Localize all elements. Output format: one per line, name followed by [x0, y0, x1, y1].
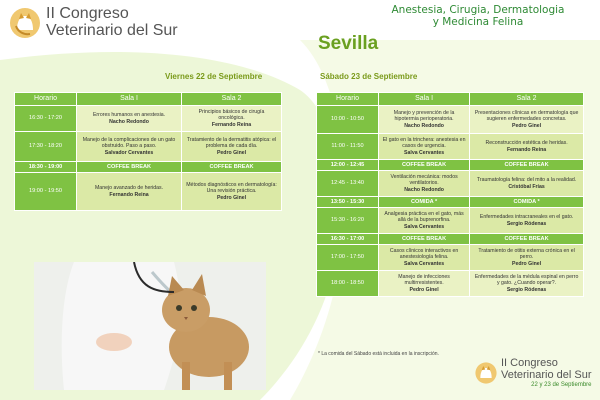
subtitle-line-1: Anestesia, Cirugia, Dermatologia: [391, 4, 565, 16]
time-slot: 16:30 - 17:00: [317, 234, 379, 245]
room-2-session: [470, 271, 584, 297]
room-2-session: [470, 134, 584, 160]
time-slot: 18:00 - 18:50: [317, 271, 379, 297]
session-title: Métodos diagnósticos en dermatología: Una revisión práctica.: [186, 182, 277, 195]
session-row: [317, 106, 584, 134]
session-row: [15, 106, 282, 132]
session-row: [15, 132, 282, 162]
saturday-schedule-table: [316, 92, 584, 297]
room-1-session: [77, 173, 182, 211]
logo-line-2: Veterinario del Sur: [501, 368, 592, 381]
logo-dates: 22 y 23 de Septiembre: [531, 382, 592, 389]
saturday-title: Sábado 23 de Septiembre: [320, 72, 418, 81]
time-slot: 12:45 - 13:40: [317, 171, 379, 197]
session-title: Tratamiento de la dermatitis atópica: el problema de cada día.: [186, 137, 277, 150]
session-title: Casos clínicos interactivos en anestesiología felina.: [389, 248, 459, 261]
header-room-1: Sala I: [379, 93, 470, 106]
room-2-session: [182, 132, 282, 162]
break-row: [15, 162, 282, 173]
cat-dog-logo-icon: [474, 361, 498, 385]
session-speaker: Fernando Reina: [211, 121, 252, 128]
session-title: COFFEE BREAK: [402, 235, 447, 242]
session-speaker: Salva Cervantes: [404, 149, 445, 156]
session-title: Principios básicos de cirugía oncológica.: [198, 109, 265, 122]
session-speaker: Pedro Ginel: [216, 149, 247, 156]
header-room-1: Sala I: [77, 93, 182, 106]
session-speaker: Pedro Ginel: [512, 122, 542, 129]
time-slot: 12:00 - 12:45: [317, 160, 379, 171]
friday-title: Viernes 22 de Septiembre: [165, 72, 263, 81]
congress-logo-bottom: [474, 358, 592, 388]
room-1-session: [77, 106, 182, 132]
subtitle-line-2: y Medicina Felina: [432, 16, 524, 29]
session-speaker: Salva Cervantes: [404, 260, 445, 267]
room-2-session: [470, 197, 584, 208]
session-speaker: Fernando Reina: [109, 191, 149, 198]
friday-schedule-table: [14, 92, 282, 211]
session-title: COFFEE BREAK: [209, 163, 254, 170]
header-time: Horario: [15, 93, 77, 106]
lunch-note: * La comida del Sábado está incluida en la inscripción.: [318, 351, 439, 357]
room-2-session: [470, 171, 584, 197]
session-row: [317, 271, 584, 297]
session-title: Analgesia práctica en el gato, más allá de la buprenorfina.: [384, 211, 464, 224]
session-title: Traumatología felina: del mito a la realidad.: [476, 177, 577, 184]
saturday-rows: [317, 106, 584, 297]
time-slot: 18:30 - 19:00: [15, 162, 77, 173]
room-2-session: [470, 234, 584, 245]
room-1-session: [379, 197, 470, 208]
room-2-session: [470, 245, 584, 271]
break-row: [317, 197, 584, 208]
time-slot: 17:00 - 17:50: [317, 245, 379, 271]
room-1-session: [379, 134, 470, 160]
room-1-session: [77, 132, 182, 162]
session-title: Manejo y prevención de la hipotermia perioperatoria.: [393, 110, 455, 123]
session-speaker: Sergio Ródenas: [506, 286, 547, 293]
session-row: [15, 173, 282, 211]
logo-line-1: II Congreso: [501, 357, 558, 369]
room-2-session: [182, 162, 282, 173]
room-2-session: [470, 160, 584, 171]
session-speaker: Nacho Redondo: [404, 122, 444, 129]
city-title: Sevilla: [318, 33, 379, 54]
break-row: [317, 234, 584, 245]
session-title: COFFEE BREAK: [106, 163, 152, 170]
cat-dog-logo-icon: [8, 6, 42, 40]
session-title: Presentaciones clínicas en dermatología que sugieren enfermedades concretas.: [474, 110, 579, 123]
break-row: [317, 160, 584, 171]
session-title: COFFEE BREAK: [504, 161, 549, 168]
friday-rows: [15, 106, 282, 211]
vet-cat-photo: [34, 262, 266, 390]
session-speaker: Fernando Reina: [506, 146, 547, 153]
time-slot: 19:00 - 19:50: [15, 173, 77, 211]
header-room-2: Sala 2: [470, 93, 584, 106]
room-1-session: [379, 245, 470, 271]
session-title: Errores humanos en anestesia.: [92, 112, 166, 119]
room-2-session: [182, 106, 282, 132]
room-1-session: [379, 171, 470, 197]
session-title: Ventilación mecánica: modos ventilatorios.: [390, 174, 458, 187]
session-speaker: Pedro Ginel: [409, 286, 439, 293]
session-row: [317, 134, 584, 160]
session-speaker: Cristóbal Frías: [508, 183, 545, 190]
room-1-session: [379, 234, 470, 245]
time-slot: 11:00 - 11:50: [317, 134, 379, 160]
time-slot: 17:30 - 18:20: [15, 132, 77, 162]
room-2-session: [182, 173, 282, 211]
session-speaker: Sergio Ródenas: [506, 220, 547, 227]
session-row: [317, 208, 584, 234]
session-speaker: Salvador Cervantes: [104, 149, 154, 156]
room-1-session: [77, 162, 182, 173]
session-title: COFFEE BREAK: [402, 161, 447, 168]
session-row: [317, 171, 584, 197]
session-title: El gato en la trinchera: anestesia en casos de urgencia.: [382, 137, 466, 150]
session-title: Enfermedades intracraneales en el gato.: [479, 214, 574, 221]
logo-line-1: II Congreso: [46, 5, 129, 23]
time-slot: 16:30 - 17:20: [15, 106, 77, 132]
cat-illustration: [34, 262, 266, 390]
session-speaker: Pedro Ginel: [512, 260, 542, 267]
session-title: COMIDA *: [513, 198, 540, 205]
session-title: Manejo de infecciones multirresistentes.: [398, 274, 450, 287]
logo-line-2: Veterinario del Sur: [46, 22, 178, 39]
time-slot: 10:00 - 10:50: [317, 106, 379, 134]
session-speaker: Salva Cervantes: [404, 223, 445, 230]
room-1-session: [379, 208, 470, 234]
session-title: COFFEE BREAK: [504, 235, 549, 242]
session-title: COMIDA *: [410, 198, 438, 205]
time-slot: 13:50 - 15:30: [317, 197, 379, 208]
congress-subtitle: [360, 4, 596, 28]
room-1-session: [379, 106, 470, 134]
time-slot: 15:30 - 16:20: [317, 208, 379, 234]
session-speaker: Pedro Ginel: [216, 194, 247, 201]
session-row: [317, 245, 584, 271]
header-time: Horario: [317, 93, 379, 106]
session-speaker: Nacho Redondo: [404, 186, 444, 193]
session-title: Reconstrucción estética de heridas.: [485, 140, 568, 147]
session-title: Manejo avanzado de heridas.: [94, 185, 164, 192]
header-room-2: Sala 2: [182, 93, 282, 106]
session-title: Manejo de la complicaciones de un gato obstruido. Paso a paso.: [82, 137, 176, 150]
congress-logo: [8, 6, 178, 40]
session-title: Enfermedades de la médula espinal en perro y gato. ¿Cuando operar?.: [474, 274, 579, 287]
session-speaker: Nacho Redondo: [109, 118, 149, 125]
room-2-session: [470, 208, 584, 234]
room-1-session: [379, 160, 470, 171]
room-1-session: [379, 271, 470, 297]
room-2-session: [470, 106, 584, 134]
session-title: Tratamiento de otitis externa crónica en el perro.: [478, 248, 575, 261]
